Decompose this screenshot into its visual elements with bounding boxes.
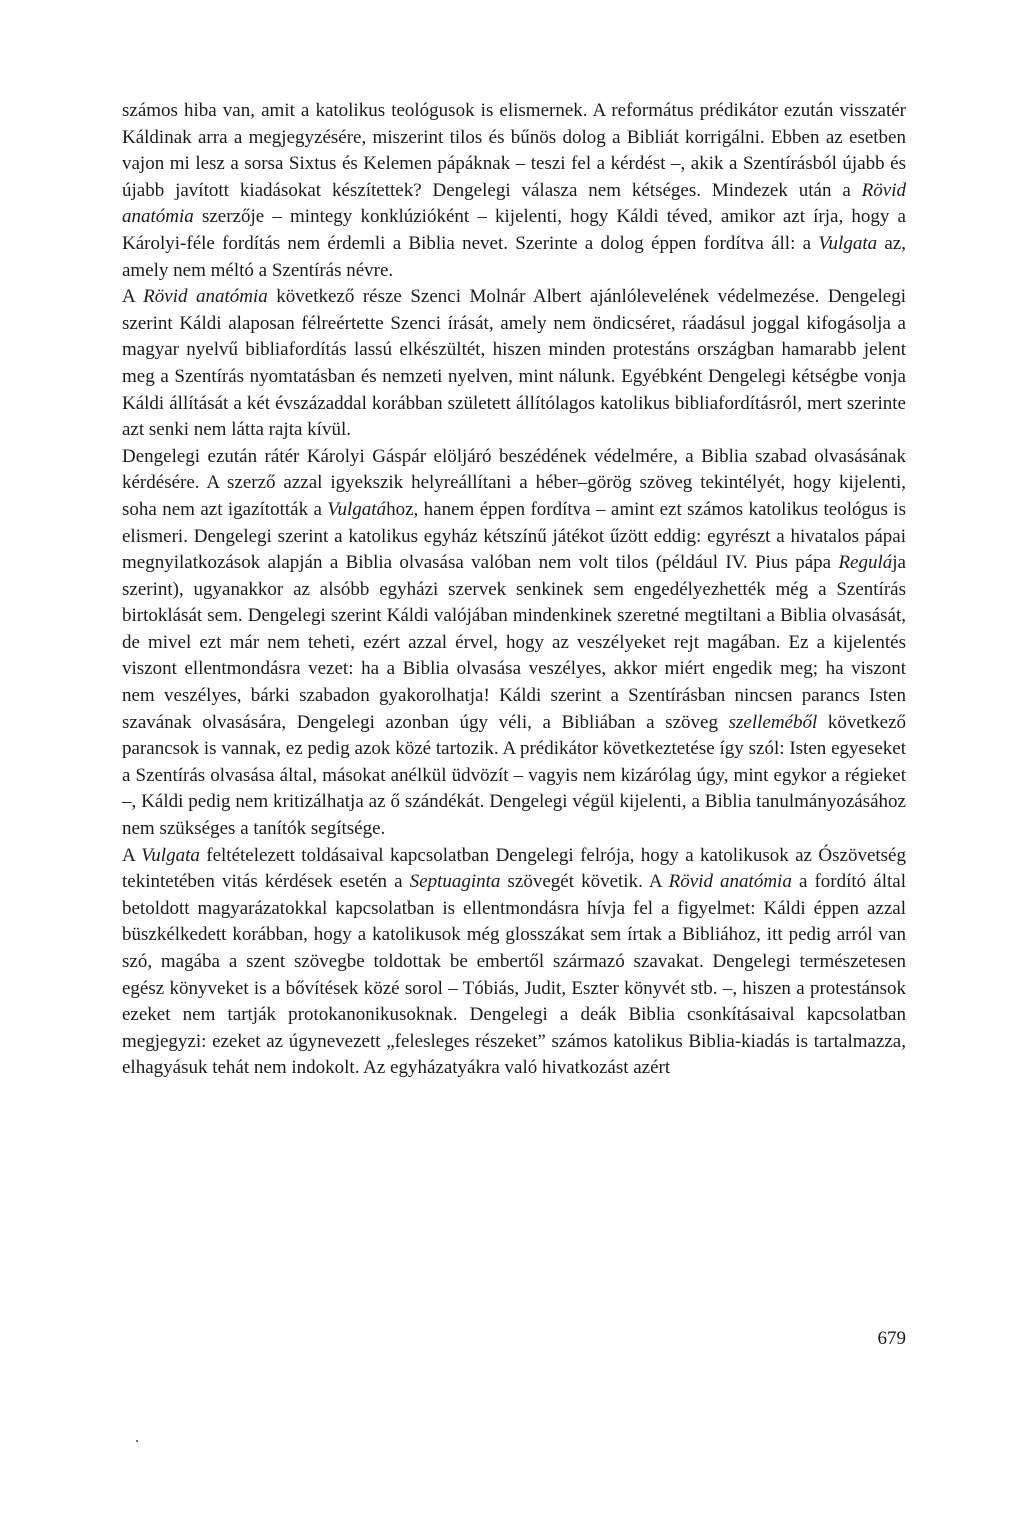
paragraph-text: következő parancsok is vannak, ez pedig azok közé tartozik. A prédikátor következtetése így szól: Isten egyeseket a Szentírás olvasása által, másokat anélkül üdvözít – vagyis nem kizárólag úgy, mint egykor a régieket –, Káldi pedig nem kritizálhatja az ő szándékát. Dengelegi végül kijelenti, a Biblia tanulmányozásához nem szükséges a tanítók segítsége. [122,711,907,840]
italic-title-text: szelleméből [728,711,818,733]
paragraph-text: szövegét követik. A [500,871,669,893]
italic-title-text: Rövid anatómia [143,286,268,308]
italic-title-text: Rövid anatómia [668,871,792,893]
paragraph-text: A [122,844,142,866]
paragraph-text: feltételezett toldásaival kapcsolatban Dengelegi felrója, hogy a katolikusok az Ószövetség tekintetében vitás kérdések esetén a [122,844,906,893]
italic-title-text: Regulá [838,552,893,574]
paragraph-text: az, amely nem méltó a Szentírás névre. [122,232,906,281]
paragraph-text: számos hiba van, amit a katolikus teológusok is elismernek. A református prédikátor ezután visszatér Káldinak arra a megjegyzésére, miszerint tilos és bűnös dolog a Bibliát korrigálni. Ebben az esetben vajon mi lesz a sorsa Sixtus és Kelemen pápáknak – teszi fel a kérdést –, akik a Szentírásból újabb és újabb javított kiadásokat készítettek? Dengelegi válasza nem kétséges. Mindezek után a [122,100,906,201]
paragraph-4 [122,843,906,1082]
paragraph-1 [122,98,906,284]
scan-speck [136,1440,138,1442]
italic-title-text: Vulgata [818,232,878,254]
body-text [122,98,906,1082]
page-number: 679 [877,1328,906,1349]
paragraph-text: ja szerint), ugyanakkor az alsóbb egyházi szervek senkinek sem engedélyezhették még a Szentírás birtoklását sem. Dengelegi szerint Káldi valójában mindenkinek szeretné megtiltani a Biblia olvasását, de mivel ezt már nem teheti, ezért azzal érvel, hogy az veszélyeket rejt magában. Ez a kijelentés viszont ellentmondásra vezet: ha a Biblia olvasása veszélyes, akkor miért engedik meg; ha viszont nem veszélyes, bárki szabadon gyakorolhatja! Káldi szerint a Szentírásban nincsen parancs Isten szavának olvasására, Dengelegi azonban úgy véli, a Bibliában a szöveg [122,552,906,733]
paragraph-text: következő része Szenci Molnár Albert ajánlólevelének védelmezése. Dengelegi szerint Káldi alaposan félreértette Szenci írását, amely nem öndicséret, ráadásul joggal kifogásolja a magyar nyelvű bibliafordítás lassú elkészültét, hiszen minden protestáns országban hamarabb jelent meg a Szentírás nyomtatásban és nemzeti nyelven, mint nálunk. Egyébként Dengelegi kétségbe vonja Káldi állítását a két évszázaddal korábban született állítólagos katolikus bibliafordításról, mert szerinte azt senki nem látta rajta kívül. [122,286,906,441]
paragraph-text: szerzője – mintegy konklúzióként – kijelenti, hogy Káldi téved, amikor azt írja, hogy a Károlyi-féle fordítás nem érdemli a Biblia nevet. Szerinte a dolog éppen fordítva áll: a [122,206,906,254]
paragraph-text: A [122,286,144,308]
paragraph-2 [122,284,906,444]
italic-title-text: Septuaginta [409,871,501,893]
paragraph-text: Dengelegi ezután rátér Károlyi Gáspár elöljáró beszédének védelmére, a Biblia szabad olvasásának kérdésére. A szerző azzal igyekszik helyreállítani a héber–görög szöveg tekintélyét, hogy kijelenti, soha nem azt igazították a [122,445,906,520]
italic-title-text: Vulgatá [327,498,387,520]
italic-title-text: Rövid anatómia [122,179,906,228]
italic-title-text: Vulgata [141,844,200,866]
paragraph-3 [122,444,906,843]
paragraph-text: a fordító által betoldott magyarázatokkal kapcsolatban is ellentmondásra hívja fel a figyelmet: Káldi éppen azzal büszkélkedett korábban, hogy a katolikusok még glosszákat sem írtak a Bibliához, itt pedig arról van szó, magába a szent szövegbe toldottak be embertől származó szavakat. Dengelegi természetesen egész könyveket is a bővítések közé sorol – Tóbiás, Judit, Eszter könyvét stb. –, hiszen a protestánsok ezeket nem tartják protokanonikusoknak. Dengelegi a deák Biblia csonkításaival kapcsolatban megjegyzi: ezeket az úgynevezett „felesleges részeket” számos katolikus Biblia-kiadás is tartalmazza, elhagyásuk tehát nem indokolt. Az egyházatyákra való hivatkozást azért [122,871,906,1079]
paragraph-text: hoz, hanem éppen fordítva – amint ezt számos katolikus teológus is elismeri. Dengelegi szerint a katolikus egyház kétszínű játékot űzött eddig: egyrészt a hivatalos pápai megnyilatkozások alapján a Biblia olvasása valóban nem volt tilos (például IV. Pius pápa [122,498,906,574]
